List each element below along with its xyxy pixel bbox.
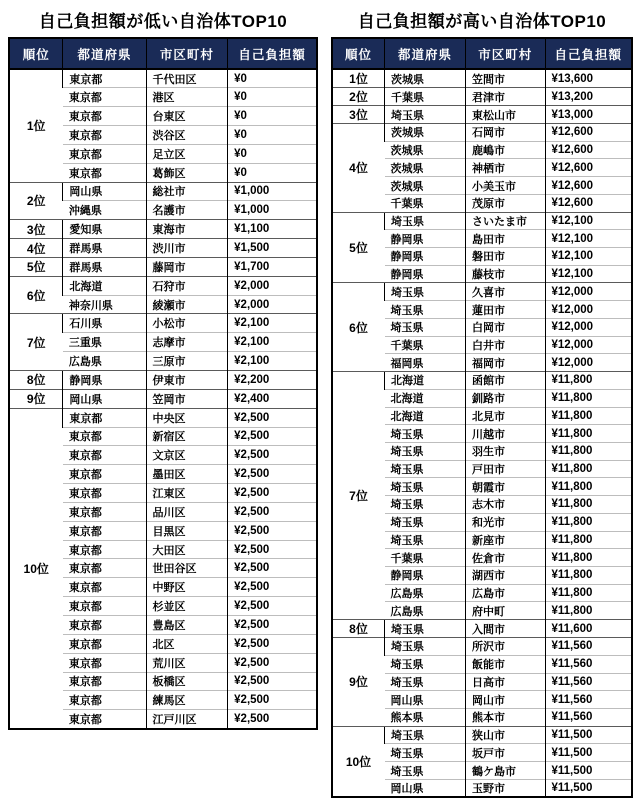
amount-cell: ¥1,700 [228,257,317,276]
amount-cell: ¥2,000 [228,295,317,314]
amount-cell: ¥13,600 [545,69,632,88]
rank-cell: 8位 [332,620,385,638]
amount-cell: ¥2,500 [228,634,317,653]
amount-cell: ¥2,500 [228,502,317,521]
amount-cell: ¥11,500 [545,762,632,780]
prefecture-cell: 埼玉県 [385,531,466,549]
amount-cell: ¥2,100 [228,333,317,352]
rank-cell: 3位 [332,106,385,124]
column-header: 順位 [332,38,385,69]
amount-cell: ¥11,800 [545,549,632,567]
table-row [9,182,317,201]
prefecture-cell: 東京都 [63,615,146,634]
city-cell: 品川区 [146,502,228,521]
amount-cell: ¥11,800 [545,425,632,443]
amount-cell: ¥12,100 [545,248,632,266]
city-cell: 板橋区 [146,672,228,691]
table-row [332,620,632,638]
amount-cell: ¥2,500 [228,653,317,672]
city-cell: 白岡市 [466,318,546,336]
city-cell: 江戸川区 [146,710,228,729]
city-cell: 藤岡市 [146,257,228,276]
prefecture-cell: 千葉県 [385,88,466,106]
city-cell: 志摩市 [146,333,228,352]
prefecture-cell: 茨城県 [385,124,466,142]
rank-cell: 9位 [332,638,385,727]
city-cell: 北見市 [466,407,546,425]
prefecture-cell: 静岡県 [385,566,466,584]
table-row [9,239,317,258]
prefecture-cell: 東京都 [63,521,146,540]
rank-cell: 1位 [349,72,368,86]
city-cell: 茂原市 [466,194,546,212]
city-cell: 広島市 [466,584,546,602]
prefecture-cell: 岡山県 [385,779,466,797]
amount-cell: ¥11,800 [545,531,632,549]
prefecture-cell: 石川県 [63,314,146,333]
city-cell: 練馬区 [146,691,228,710]
prefecture-cell: 埼玉県 [385,283,466,301]
amount-cell: ¥12,600 [545,141,632,159]
prefecture-cell: 東京都 [63,126,146,145]
city-cell: 文京区 [146,446,228,465]
prefecture-cell: 茨城県 [385,177,466,195]
city-cell: 熊本市 [466,709,546,727]
city-cell: 総社市 [146,182,228,201]
table-row [332,88,632,106]
city-cell: 狭山市 [466,726,546,744]
prefecture-cell: 東京都 [63,597,146,616]
amount-cell: ¥11,800 [545,602,632,620]
rank-cell: 8位 [9,371,63,390]
amount-cell: ¥11,500 [545,779,632,797]
city-cell: 飯能市 [466,655,546,673]
amount-cell: ¥0 [228,107,317,126]
prefecture-cell: 東京都 [63,672,146,691]
amount-cell: ¥1,000 [228,182,317,201]
rank-cell: 6位 [332,283,385,372]
city-cell: 豊島区 [146,615,228,634]
rank-cell: 5位 [9,257,63,276]
prefecture-cell: 東京都 [63,502,146,521]
city-cell: 笠間市 [466,69,546,88]
amount-cell: ¥2,500 [228,559,317,578]
amount-cell: ¥2,500 [228,710,317,729]
prefecture-cell: 東京都 [63,710,146,729]
prefecture-cell: 東京都 [63,540,146,559]
city-cell: 志木市 [466,496,546,514]
table-row [332,124,632,142]
city-cell: 久喜市 [466,283,546,301]
city-cell: 目黒区 [146,521,228,540]
prefecture-cell: 東京都 [63,408,146,427]
rank-cell: 4位 [332,124,385,213]
amount-cell: ¥11,560 [545,709,632,727]
prefecture-cell: 埼玉県 [385,620,466,638]
table-header-row [332,38,632,69]
prefecture-cell: 岡山県 [385,691,466,709]
prefecture-cell: 埼玉県 [385,478,466,496]
prefecture-cell: 東京都 [63,691,146,710]
prefecture-cell: 愛知県 [63,220,146,239]
city-cell: 入間市 [466,620,546,638]
rank-cell: 5位 [332,212,385,283]
prefecture-cell: 群馬県 [63,239,146,258]
city-cell: 函館市 [466,372,546,390]
amount-cell: ¥11,800 [545,407,632,425]
amount-cell: ¥11,800 [545,442,632,460]
amount-cell: ¥12,600 [545,124,632,142]
prefecture-cell: 東京都 [63,484,146,503]
city-cell: 北区 [146,634,228,653]
city-cell: 葛飾区 [146,163,228,182]
amount-cell: ¥12,000 [545,318,632,336]
amount-cell: ¥12,000 [545,301,632,319]
prefecture-cell: 埼玉県 [385,460,466,478]
amount-cell: ¥11,500 [545,726,632,744]
table-title-low: 自己負担額が低い自治体TOP10 [38,12,288,31]
column-header: 都道府県 [385,38,466,69]
city-cell: 石岡市 [466,124,546,142]
prefecture-cell: 東京都 [63,163,146,182]
column-header: 市区町村 [146,38,228,69]
amount-cell: ¥12,000 [545,283,632,301]
prefecture-cell: 広島県 [385,584,466,602]
city-cell: 戸田市 [466,460,546,478]
amount-cell: ¥11,800 [545,478,632,496]
city-cell: 三原市 [146,352,228,371]
table-row [332,372,632,390]
prefecture-cell: 広島県 [385,602,466,620]
city-cell: 足立区 [146,144,228,163]
prefecture-cell: 東京都 [63,107,146,126]
prefecture-cell: 茨城県 [385,69,466,88]
amount-cell: ¥2,500 [228,672,317,691]
city-cell: 渋川市 [146,239,228,258]
prefecture-cell: 群馬県 [63,257,146,276]
table-row [332,283,632,301]
prefecture-cell: 千葉県 [385,336,466,354]
city-cell: 君津市 [466,88,546,106]
amount-cell: ¥2,500 [228,408,317,427]
amount-cell: ¥11,560 [545,691,632,709]
amount-cell: ¥1,100 [228,220,317,239]
city-cell: 大田区 [146,540,228,559]
city-cell: 千代田区 [146,69,228,88]
ranking-table-low [8,37,318,730]
city-cell: 新座市 [466,531,546,549]
city-cell: 佐倉市 [466,549,546,567]
city-cell: 湖西市 [466,566,546,584]
table-row [332,69,632,88]
prefecture-cell: 茨城県 [385,159,466,177]
amount-cell: ¥11,560 [545,655,632,673]
ranking-table-high-block [331,7,633,798]
amount-cell: ¥11,500 [545,744,632,762]
amount-cell: ¥12,600 [545,177,632,195]
amount-cell: ¥11,800 [545,389,632,407]
city-cell: 杉並区 [146,597,228,616]
amount-cell: ¥0 [228,163,317,182]
prefecture-cell: 北海道 [385,407,466,425]
amount-cell: ¥12,100 [545,212,632,230]
column-header: 順位 [9,38,63,69]
city-cell: 朝霞市 [466,478,546,496]
amount-cell: ¥11,800 [545,372,632,390]
rank-cell: 3位 [9,220,63,239]
city-cell: 綾瀬市 [146,295,228,314]
column-header: 自己負担額 [545,38,632,69]
city-cell: 島田市 [466,230,546,248]
table-row [9,371,317,390]
prefecture-cell: 埼玉県 [385,513,466,531]
prefecture-cell: 東京都 [63,578,146,597]
rank-cell: 2位 [332,88,385,106]
table-row [9,389,317,408]
prefecture-cell: 茨城県 [385,141,466,159]
city-cell: 神栖市 [466,159,546,177]
city-cell: 渋谷区 [146,126,228,145]
amount-cell: ¥0 [228,69,317,88]
prefecture-cell: 東京都 [63,465,146,484]
prefecture-cell: 埼玉県 [385,106,466,124]
amount-cell: ¥2,500 [228,427,317,446]
prefecture-cell: 東京都 [63,144,146,163]
city-cell: 鶴ケ島市 [466,762,546,780]
city-cell: 笠岡市 [146,389,228,408]
prefecture-cell: 東京都 [63,446,146,465]
city-cell: 白井市 [466,336,546,354]
city-cell: さいたま市 [466,212,546,230]
city-cell: 羽生市 [466,442,546,460]
amount-cell: ¥2,500 [228,521,317,540]
rank-cell: 6位 [9,276,63,314]
column-header: 市区町村 [466,38,546,69]
amount-cell: ¥2,500 [228,540,317,559]
amount-cell: ¥2,500 [228,691,317,710]
amount-cell: ¥13,200 [545,88,632,106]
city-cell: 藤枝市 [466,265,546,283]
amount-cell: ¥11,800 [545,584,632,602]
amount-cell: ¥2,500 [228,446,317,465]
prefecture-cell: 北海道 [63,276,146,295]
city-cell: 世田谷区 [146,559,228,578]
city-cell: 東海市 [146,220,228,239]
city-cell: 蓮田市 [466,301,546,319]
rank-cell: 7位 [9,314,63,371]
city-cell: 岡山市 [466,691,546,709]
amount-cell: ¥1,500 [228,239,317,258]
rank-cell: 1位 [26,119,46,134]
prefecture-cell: 静岡県 [385,265,466,283]
amount-cell: ¥2,500 [228,578,317,597]
city-cell: 江東区 [146,484,228,503]
city-cell: 玉野市 [466,779,546,797]
amount-cell: ¥12,100 [545,230,632,248]
amount-cell: ¥0 [228,126,317,145]
city-cell: 中央区 [146,408,228,427]
prefecture-cell: 東京都 [63,653,146,672]
city-cell: 荒川区 [146,653,228,672]
amount-cell: ¥11,560 [545,638,632,656]
amount-cell: ¥2,400 [228,389,317,408]
table-row [9,314,317,333]
city-cell: 東松山市 [466,106,546,124]
amount-cell: ¥12,600 [545,194,632,212]
city-cell: 府中町 [466,602,546,620]
city-cell: 中野区 [146,578,228,597]
table-header-row [9,38,317,69]
amount-cell: ¥0 [228,144,317,163]
prefecture-cell: 沖縄県 [63,201,146,220]
prefecture-cell: 埼玉県 [385,638,466,656]
prefecture-cell: 東京都 [63,88,146,107]
table-row [9,257,317,276]
prefecture-cell: 埼玉県 [385,425,466,443]
amount-cell: ¥11,800 [545,460,632,478]
table-row [332,106,632,124]
table-header-low [9,38,317,69]
city-cell: 日高市 [466,673,546,691]
prefecture-cell: 埼玉県 [385,496,466,514]
amount-cell: ¥12,600 [545,159,632,177]
table-row [9,276,317,295]
amount-cell: ¥12,100 [545,265,632,283]
prefecture-cell: 埼玉県 [385,301,466,319]
prefecture-cell: 東京都 [63,559,146,578]
amount-cell: ¥2,500 [228,465,317,484]
table-row [9,220,317,239]
prefecture-cell: 東京都 [63,69,146,88]
prefecture-cell: 千葉県 [385,549,466,567]
city-cell: 石狩市 [146,276,228,295]
prefecture-cell: 東京都 [63,427,146,446]
amount-cell: ¥2,100 [228,352,317,371]
rank-cell: 4位 [9,239,63,258]
prefecture-cell: 静岡県 [385,248,466,266]
table-row [9,408,317,427]
city-cell: 小松市 [146,314,228,333]
prefecture-cell: 東京都 [63,634,146,653]
city-cell: 坂戸市 [466,744,546,762]
prefecture-cell: 神奈川県 [63,295,146,314]
ranking-table-high [331,37,633,798]
city-cell: 鹿嶋市 [466,141,546,159]
city-cell: 名護市 [146,201,228,220]
prefecture-cell: 熊本県 [385,709,466,727]
rank-cell: 10位 [9,408,63,728]
table-header-high [332,38,632,69]
amount-cell: ¥2,200 [228,371,317,390]
table-row [332,726,632,744]
table-row [332,638,632,656]
prefecture-cell: 北海道 [385,389,466,407]
amount-cell: ¥11,800 [545,566,632,584]
city-cell: 港区 [146,88,228,107]
city-cell: 川越市 [466,425,546,443]
city-cell: 所沢市 [466,638,546,656]
prefecture-cell: 埼玉県 [385,762,466,780]
amount-cell: ¥11,600 [545,620,632,638]
prefecture-cell: 埼玉県 [385,655,466,673]
city-cell: 墨田区 [146,465,228,484]
city-cell: 磐田市 [466,248,546,266]
amount-cell: ¥2,100 [228,314,317,333]
amount-cell: ¥1,000 [228,201,317,220]
rank-cell: 7位 [332,372,385,620]
prefecture-cell: 北海道 [385,372,466,390]
prefecture-cell: 静岡県 [385,230,466,248]
city-cell: 小美玉市 [466,177,546,195]
rank-cell: 2位 [9,182,63,220]
prefecture-cell: 静岡県 [63,371,146,390]
table-row [332,212,632,230]
prefecture-cell: 岡山県 [63,182,146,201]
city-cell: 釧路市 [466,389,546,407]
city-cell: 福岡市 [466,354,546,372]
amount-cell: ¥2,500 [228,484,317,503]
amount-cell: ¥12,000 [545,336,632,354]
prefecture-cell: 広島県 [63,352,146,371]
ranking-table-low-block [8,7,318,730]
prefecture-cell: 岡山県 [63,389,146,408]
table-title-high: 自己負担額が高い自治体TOP10 [357,12,607,31]
prefecture-cell: 福岡県 [385,354,466,372]
amount-cell: ¥0 [228,88,317,107]
amount-cell: ¥2,500 [228,597,317,616]
prefecture-cell: 埼玉県 [385,318,466,336]
prefecture-cell: 埼玉県 [385,726,466,744]
amount-cell: ¥2,500 [228,615,317,634]
prefecture-cell: 三重県 [63,333,146,352]
column-header: 自己負担額 [228,38,317,69]
table-row [9,69,317,88]
prefecture-cell: 千葉県 [385,194,466,212]
prefecture-cell: 埼玉県 [385,212,466,230]
amount-cell: ¥11,800 [545,513,632,531]
prefecture-cell: 埼玉県 [385,442,466,460]
city-cell: 新宿区 [146,427,228,446]
city-cell: 伊東市 [146,371,228,390]
prefecture-cell: 埼玉県 [385,744,466,762]
amount-cell: ¥12,000 [545,354,632,372]
column-header: 都道府県 [63,38,146,69]
prefecture-cell: 埼玉県 [385,673,466,691]
amount-cell: ¥11,800 [545,496,632,514]
amount-cell: ¥2,000 [228,276,317,295]
rank-cell: 10位 [332,726,385,797]
city-cell: 台東区 [146,107,228,126]
amount-cell: ¥11,560 [545,673,632,691]
city-cell: 和光市 [466,513,546,531]
rank-cell: 9位 [9,389,63,408]
amount-cell: ¥13,000 [545,106,632,124]
